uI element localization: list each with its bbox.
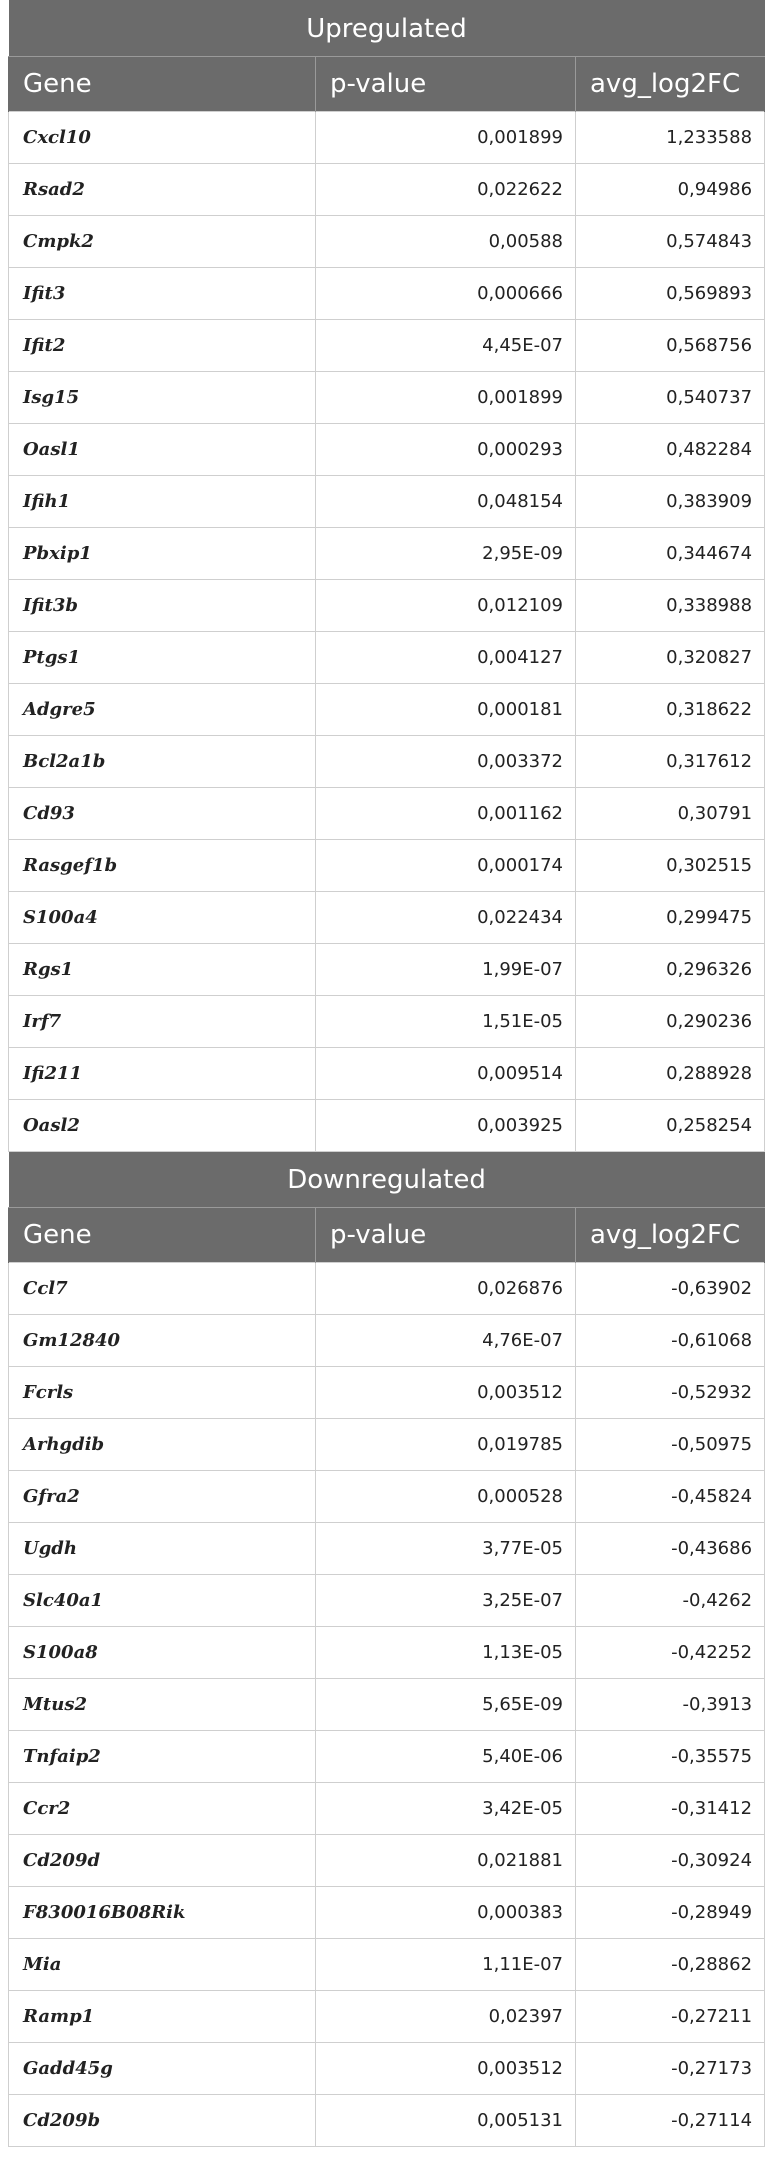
gene-cell: Adgre5 [9, 684, 316, 736]
gene-cell: Gadd45g [9, 2043, 316, 2095]
p-value-cell: 0,022622 [316, 164, 576, 216]
p-value-cell: 0,000528 [316, 1471, 576, 1523]
gene-cell: Gfra2 [9, 1471, 316, 1523]
gene-cell: Rsad2 [9, 164, 316, 216]
header-p-value: p-value [316, 1208, 576, 1263]
avg-log2fc-cell: 0,30791 [576, 788, 765, 840]
avg-log2fc-cell: 0,344674 [576, 528, 765, 580]
p-value-cell: 0,004127 [316, 632, 576, 684]
gene-cell: Ugdh [9, 1523, 316, 1575]
p-value-cell: 1,11E-07 [316, 1939, 576, 1991]
p-value-cell: 0,001899 [316, 372, 576, 424]
table-row [9, 1887, 765, 1939]
table-row [9, 892, 765, 944]
table-row [9, 1048, 765, 1100]
gene-cell: Cmpk2 [9, 216, 316, 268]
table-row [9, 1731, 765, 1783]
gene-cell: Cxcl10 [9, 112, 316, 164]
gene-cell: Ifih1 [9, 476, 316, 528]
table-row [9, 372, 765, 424]
table-row [9, 112, 765, 164]
avg-log2fc-cell: 0,482284 [576, 424, 765, 476]
p-value-cell: 3,42E-05 [316, 1783, 576, 1835]
avg-log2fc-cell: -0,27114 [576, 2095, 765, 2147]
gene-cell: S100a8 [9, 1627, 316, 1679]
avg-log2fc-cell: -0,63902 [576, 1263, 765, 1315]
p-value-cell: 0,005131 [316, 2095, 576, 2147]
downregulated-section [9, 1152, 765, 1263]
avg-log2fc-cell: 0,320827 [576, 632, 765, 684]
downregulated-title-row [9, 1152, 765, 1208]
p-value-cell: 3,77E-05 [316, 1523, 576, 1575]
p-value-cell: 0,022434 [316, 892, 576, 944]
p-value-cell: 0,000666 [316, 268, 576, 320]
header-avg-log2fc: avg_log2FC [576, 57, 765, 112]
downregulated-rows [9, 1263, 765, 2147]
gene-cell: Cd93 [9, 788, 316, 840]
table-row [9, 1783, 765, 1835]
avg-log2fc-cell: -0,61068 [576, 1315, 765, 1367]
table-row [9, 476, 765, 528]
table-row [9, 268, 765, 320]
gene-cell: Pbxip1 [9, 528, 316, 580]
table-row [9, 320, 765, 372]
gene-cell: Slc40a1 [9, 1575, 316, 1627]
table-row [9, 944, 765, 996]
p-value-cell: 0,000383 [316, 1887, 576, 1939]
p-value-cell: 0,00588 [316, 216, 576, 268]
gene-cell: Bcl2a1b [9, 736, 316, 788]
upregulated-section [9, 1, 765, 112]
avg-log2fc-cell: 0,290236 [576, 996, 765, 1048]
table-row [9, 1835, 765, 1887]
table-row [9, 1100, 765, 1152]
gene-cell: Cd209d [9, 1835, 316, 1887]
avg-log2fc-cell: -0,43686 [576, 1523, 765, 1575]
p-value-cell: 1,99E-07 [316, 944, 576, 996]
avg-log2fc-cell: -0,4262 [576, 1575, 765, 1627]
table-row [9, 1419, 765, 1471]
p-value-cell: 4,45E-07 [316, 320, 576, 372]
gene-expression-table [8, 0, 765, 2147]
avg-log2fc-cell: 1,233588 [576, 112, 765, 164]
p-value-cell: 0,021881 [316, 1835, 576, 1887]
upregulated-title-row [9, 1, 765, 57]
table-row [9, 1315, 765, 1367]
p-value-cell: 1,13E-05 [316, 1627, 576, 1679]
p-value-cell: 4,76E-07 [316, 1315, 576, 1367]
header-gene: Gene [9, 1208, 316, 1263]
p-value-cell: 0,026876 [316, 1263, 576, 1315]
table-row [9, 2043, 765, 2095]
gene-cell: Rgs1 [9, 944, 316, 996]
upregulated-header-row [9, 57, 765, 112]
header-p-value: p-value [316, 57, 576, 112]
avg-log2fc-cell: 0,258254 [576, 1100, 765, 1152]
avg-log2fc-cell: 0,317612 [576, 736, 765, 788]
table-row [9, 528, 765, 580]
table-row [9, 840, 765, 892]
avg-log2fc-cell: 0,574843 [576, 216, 765, 268]
table-row [9, 996, 765, 1048]
upregulated-title: Upregulated [9, 1, 765, 57]
table-row [9, 736, 765, 788]
avg-log2fc-cell: 0,318622 [576, 684, 765, 736]
avg-log2fc-cell: 0,569893 [576, 268, 765, 320]
gene-cell: Tnfaip2 [9, 1731, 316, 1783]
avg-log2fc-cell: -0,45824 [576, 1471, 765, 1523]
table-row [9, 1367, 765, 1419]
gene-cell: Isg15 [9, 372, 316, 424]
avg-log2fc-cell: -0,27211 [576, 1991, 765, 2043]
gene-cell: Mtus2 [9, 1679, 316, 1731]
gene-cell: Arhgdib [9, 1419, 316, 1471]
p-value-cell: 0,000174 [316, 840, 576, 892]
avg-log2fc-cell: 0,383909 [576, 476, 765, 528]
p-value-cell: 3,25E-07 [316, 1575, 576, 1627]
downregulated-header-row [9, 1208, 765, 1263]
gene-cell: Ramp1 [9, 1991, 316, 2043]
gene-cell: Ifit3 [9, 268, 316, 320]
avg-log2fc-cell: -0,31412 [576, 1783, 765, 1835]
avg-log2fc-cell: -0,50975 [576, 1419, 765, 1471]
p-value-cell: 0,001162 [316, 788, 576, 840]
gene-cell: F830016B08Rik [9, 1887, 316, 1939]
avg-log2fc-cell: -0,3913 [576, 1679, 765, 1731]
avg-log2fc-cell: 0,302515 [576, 840, 765, 892]
avg-log2fc-cell: -0,35575 [576, 1731, 765, 1783]
avg-log2fc-cell: -0,42252 [576, 1627, 765, 1679]
p-value-cell: 5,65E-09 [316, 1679, 576, 1731]
avg-log2fc-cell: 0,299475 [576, 892, 765, 944]
table-row [9, 684, 765, 736]
gene-cell: Ccr2 [9, 1783, 316, 1835]
table-row [9, 2095, 765, 2147]
avg-log2fc-cell: 0,338988 [576, 580, 765, 632]
gene-cell: Ifit3b [9, 580, 316, 632]
p-value-cell: 0,003925 [316, 1100, 576, 1152]
table-row [9, 164, 765, 216]
table-row [9, 1575, 765, 1627]
downregulated-title: Downregulated [9, 1152, 765, 1208]
table-row [9, 1627, 765, 1679]
gene-cell: Fcrls [9, 1367, 316, 1419]
p-value-cell: 0,009514 [316, 1048, 576, 1100]
p-value-cell: 0,048154 [316, 476, 576, 528]
table-row [9, 1991, 765, 2043]
gene-expression-table-container [8, 0, 764, 2147]
gene-cell: Oasl1 [9, 424, 316, 476]
avg-log2fc-cell: 0,568756 [576, 320, 765, 372]
avg-log2fc-cell: 0,288928 [576, 1048, 765, 1100]
header-gene: Gene [9, 57, 316, 112]
gene-cell: Mia [9, 1939, 316, 1991]
gene-cell: Cd209b [9, 2095, 316, 2147]
p-value-cell: 0,003372 [316, 736, 576, 788]
avg-log2fc-cell: 0,540737 [576, 372, 765, 424]
avg-log2fc-cell: -0,28862 [576, 1939, 765, 1991]
avg-log2fc-cell: -0,52932 [576, 1367, 765, 1419]
gene-cell: S100a4 [9, 892, 316, 944]
p-value-cell: 0,003512 [316, 2043, 576, 2095]
table-row [9, 1939, 765, 1991]
gene-cell: Oasl2 [9, 1100, 316, 1152]
table-row [9, 1679, 765, 1731]
table-row [9, 216, 765, 268]
table-row [9, 632, 765, 684]
p-value-cell: 0,019785 [316, 1419, 576, 1471]
gene-cell: Ifit2 [9, 320, 316, 372]
gene-cell: Gm12840 [9, 1315, 316, 1367]
p-value-cell: 0,012109 [316, 580, 576, 632]
table-row [9, 580, 765, 632]
gene-cell: Ifi211 [9, 1048, 316, 1100]
avg-log2fc-cell: -0,28949 [576, 1887, 765, 1939]
header-avg-log2fc: avg_log2FC [576, 1208, 765, 1263]
table-row [9, 788, 765, 840]
table-row [9, 1263, 765, 1315]
p-value-cell: 0,02397 [316, 1991, 576, 2043]
upregulated-rows [9, 112, 765, 1152]
p-value-cell: 2,95E-09 [316, 528, 576, 580]
p-value-cell: 0,000181 [316, 684, 576, 736]
avg-log2fc-cell: 0,94986 [576, 164, 765, 216]
gene-cell: Rasgef1b [9, 840, 316, 892]
p-value-cell: 1,51E-05 [316, 996, 576, 1048]
gene-cell: Irf7 [9, 996, 316, 1048]
avg-log2fc-cell: 0,296326 [576, 944, 765, 996]
table-row [9, 1471, 765, 1523]
gene-cell: Ptgs1 [9, 632, 316, 684]
avg-log2fc-cell: -0,27173 [576, 2043, 765, 2095]
gene-cell: Ccl7 [9, 1263, 316, 1315]
table-row [9, 424, 765, 476]
p-value-cell: 0,001899 [316, 112, 576, 164]
table-row [9, 1523, 765, 1575]
p-value-cell: 5,40E-06 [316, 1731, 576, 1783]
p-value-cell: 0,003512 [316, 1367, 576, 1419]
avg-log2fc-cell: -0,30924 [576, 1835, 765, 1887]
p-value-cell: 0,000293 [316, 424, 576, 476]
